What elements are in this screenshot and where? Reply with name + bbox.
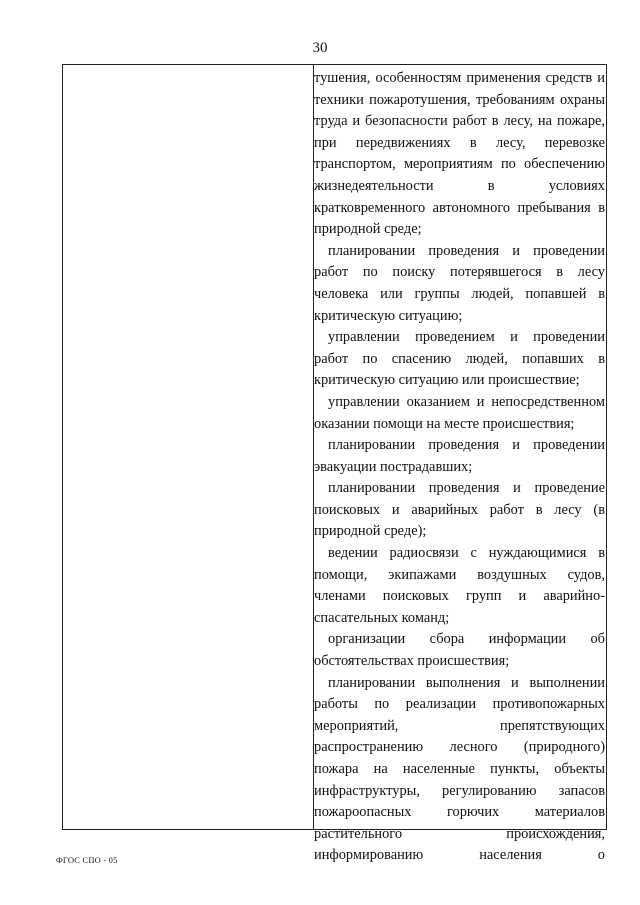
- paragraph-assistance-on-site: управлении оказанием и непосредственном оказании помощи на месте происшествия;: [314, 393, 605, 432]
- page-number: 30: [312, 40, 328, 56]
- footer-standard-code: ФГОС СПО - 05: [56, 855, 118, 865]
- paragraph-search-lost-person: планировании проведения и проведении работ по поиску потерявшегося в лесу человека или группы людей, попавшей в критическую ситуацию;: [314, 242, 605, 324]
- paragraph-search-emergency-works: планировании проведения и проведение поисковых и аварийных работ в лесу (в природной среде);: [314, 480, 605, 540]
- paragraph-evacuation: планировании проведения и проведении эвакуации пострадавших;: [314, 437, 605, 475]
- paragraph-firefighting-training: тушения, особенностям применения средств и техники пожаротушения, требованиям охраны труда и безопасности работ в лесу, на пожаре, при передвижениях в лесу, перевозке транспортом, мероприятиям по обеспечению жизнедеятельности в условиях кратковременного автономного пребывания в природной среде;: [314, 70, 605, 238]
- table-right-cell: [313, 65, 606, 864]
- table-left-cell: [63, 65, 313, 829]
- paragraph-information-gathering: организации сбора информации об обстоятельствах происшествия;: [314, 631, 605, 670]
- paragraph-radio-communication: ведении радиосвязи с нуждающимися в помощи, экипажами воздушных судов, членами поисковых групп и аварийно-спасательных команд;: [314, 545, 605, 626]
- paragraph-fire-prevention: планировании выполнения и выполнении работы по реализации противопожарных мероприятий, препятствующих распространению лесного (природного) пожара на населенные пункты, объекты инфраструктуры, регулированию запасов пожароопасных горючих материалов растительного происхождения, информированию населения о: [314, 674, 605, 864]
- paragraph-rescue-people: управлении проведением и проведении работ по спасению людей, попавших в критическую ситуацию или происшествие;: [314, 329, 605, 389]
